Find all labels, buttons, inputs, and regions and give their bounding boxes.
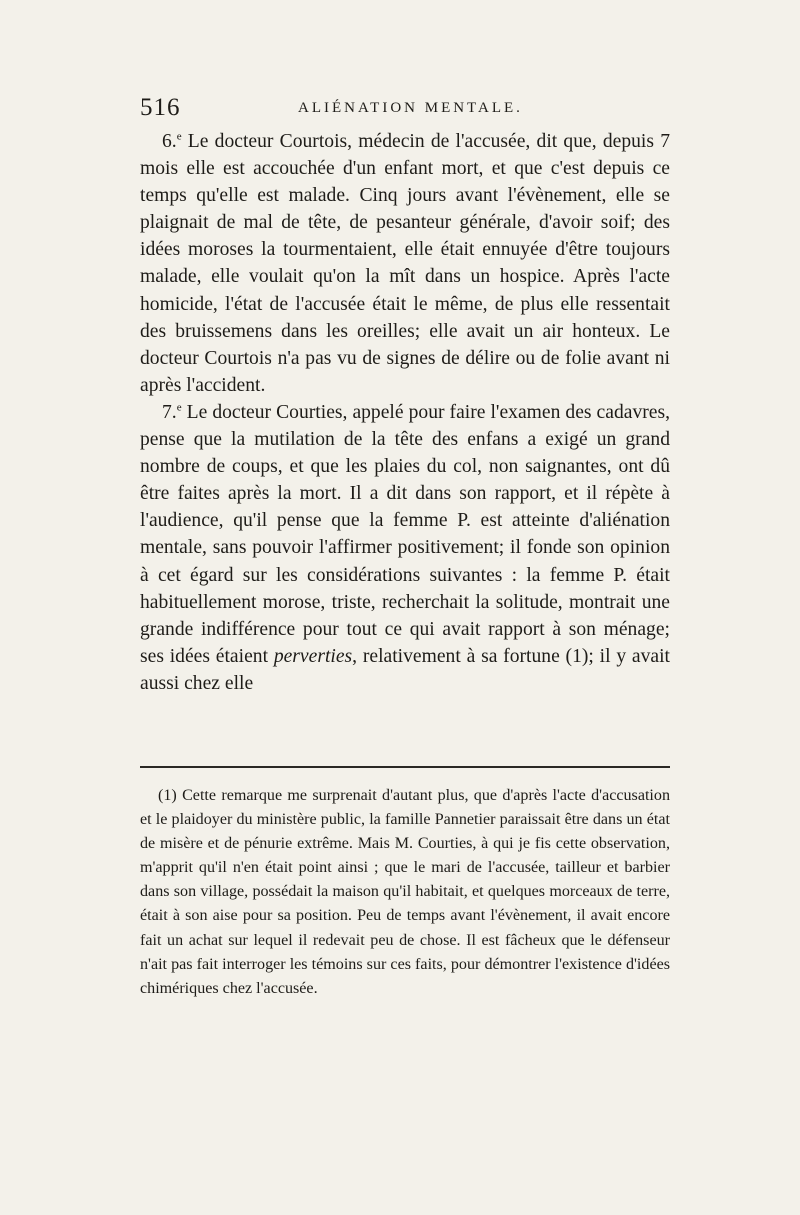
- footnote-text: (1) Cette remarque me surprenait d'autant plus, que d'après l'acte d'accusation et le plaidoyer du ministère public, la famille Pannetier paraissait être dans un état de misère et de pénurie extrême. Mais M. Courties, à qui je fis cette observation, m'apprit qu'il n'en était point ainsi ; que le mari de l'accusée, tailleur et barbier dans son village, possédait la maison qu'il habitait, et quelques morceaux de terre, était à son aise pour sa position. Peu de temps avant l'évènement, il avait encore fait un achat sur lequel il redevait peu de chose. Il est fâcheux que le défenseur n'ait pas fait interroger les témoins sur ces faits, pour démontrer l'existence d'idées chimériques chez l'accusée.: [140, 787, 670, 997]
- paragraph-text: Le docteur Courties, appelé pour faire l'examen des cadavres, pense que la mutilation de la tête des enfans a exigé un grand nombre de coups, et que les plaies du col, non saignantes, ont dû être faites après la mort. Il a dit dans son rapport, et il répète à l'audience, qu'il pense que la femme P. est atteinte d'aliénation mentale, sans pouvoir l'affirmer positivement; il fonde son opinion à cet égard sur les considérations suivantes : la femme P. était habituellement morose, triste, recherchait la solitude, montrait une grande indifférence pour tout ce qui avait rapport à son ménage; ses idées étaient: [140, 401, 670, 667]
- paragraph-text: Le docteur Courtois, médecin de l'accusée, dit que, depuis 7 mois elle est accouchée d'un enfant mort, et que c'est depuis ce temps qu'elle est malade. Cinq jours avant l'évènement, elle se plaignait de mal de tête, de pesanteur générale, d'avoir soif; des idées moroses la tourmentaient, elle était ennuyée d'être toujours malade, elle voulait qu'on la mît dans un hospice. Après l'acte homicide, l'état de l'accusée était le même, de plus elle ressentait des bruissemens dans les oreilles; elle avait un air honteux. Le docteur Courtois n'a pas vu de signes de délire ou de folie avant ni après l'accident.: [140, 131, 670, 396]
- footnote-divider: [140, 766, 670, 768]
- page-number: 516: [140, 94, 181, 121]
- footnote: [140, 784, 670, 1001]
- ordinal-superscript: e: [176, 401, 182, 414]
- paragraph-text-continued: , relativement à sa fortune (1); il y avait aussi chez elle: [140, 645, 670, 694]
- paragraph-number: 6.: [162, 131, 177, 152]
- page-header: [140, 94, 670, 124]
- paragraph-number: 7.: [162, 401, 177, 423]
- ordinal-superscript: e: [176, 130, 182, 143]
- paragraph-7: [140, 399, 670, 697]
- paragraph-6: [140, 128, 670, 399]
- emphasized-word: perverties: [273, 645, 353, 667]
- running-head: ALIÉNATION MENTALE.: [298, 100, 523, 116]
- main-text: [140, 128, 670, 697]
